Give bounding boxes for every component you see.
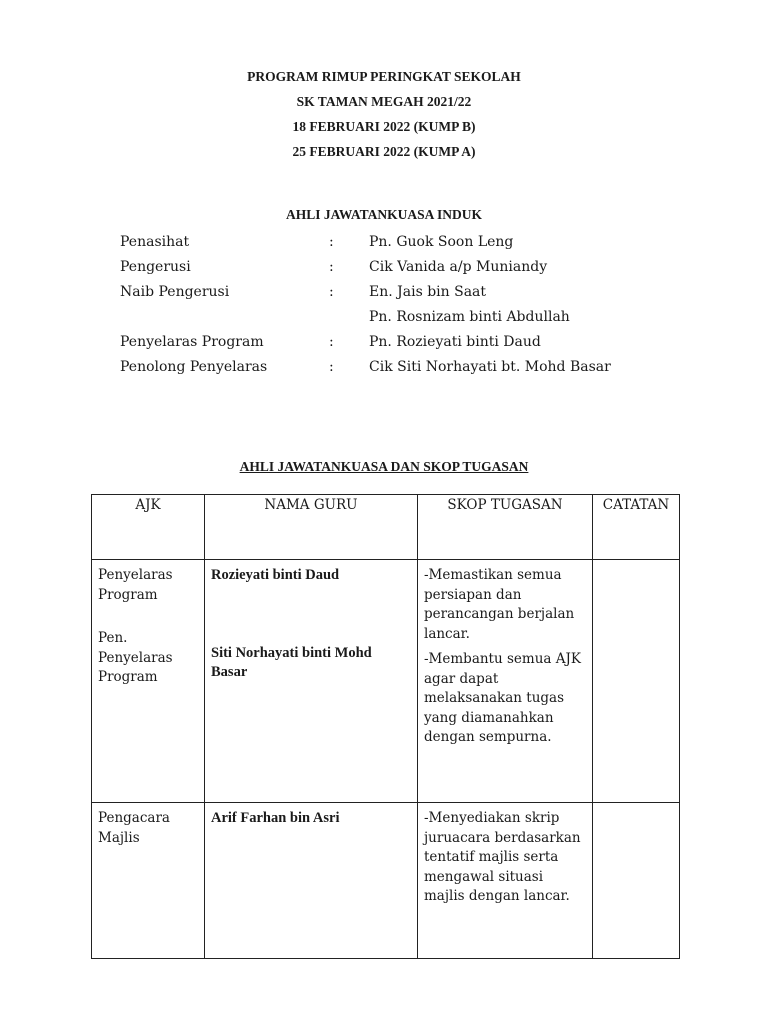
committee-colon: : — [329, 284, 334, 300]
note-cell — [593, 560, 680, 803]
ajk-role: Pen. Penyelaras Program — [98, 630, 173, 685]
teacher-cell — [205, 803, 418, 959]
committee-row — [120, 305, 680, 330]
committee-colon: : — [329, 259, 334, 275]
committee-name: En. Jais bin Saat — [369, 284, 487, 300]
committee-row — [120, 230, 680, 255]
document-title — [0, 64, 768, 164]
committee-colon: : — [329, 234, 334, 250]
table-row — [92, 560, 680, 803]
committee-role: Pengerusi — [120, 259, 191, 275]
committee-role: Penolong Penyelaras — [120, 359, 268, 375]
teacher-name: Rozieyati binti Daud — [211, 567, 340, 583]
committee-list — [120, 230, 680, 380]
title-line: SK TAMAN MEGAH 2021/22 — [296, 94, 472, 109]
title-line: PROGRAM RIMUP PERINGKAT SEKOLAH — [247, 69, 521, 84]
header-ajk: AJK — [92, 495, 205, 560]
committee-name: Pn. Rosnizam binti Abdullah — [369, 309, 570, 325]
duties-heading: AHLI JAWATANKUASA DAN SKOP TUGASAN — [239, 459, 529, 474]
committee-name: Pn. Rozieyati binti Daud — [369, 334, 541, 350]
table-row — [92, 803, 680, 959]
header-catatan: CATATAN — [593, 495, 680, 560]
committee-name: Cik Siti Norhayati bt. Mohd Basar — [369, 359, 611, 375]
duties-table — [91, 494, 680, 959]
header-nama-guru: NAMA GURU — [205, 495, 418, 560]
scope-text: -Menyediakan skrip juruacara berdasarkan tentatif majlis serta mengawal situasi majlis dengan lancar. — [424, 810, 581, 904]
title-line: 18 FEBRUARI 2022 (KUMP B) — [292, 119, 476, 134]
committee-colon: : — [329, 359, 334, 375]
title-line: 25 FEBRUARI 2022 (KUMP A) — [292, 144, 476, 159]
header-skop-tugasan: SKOP TUGASAN — [418, 495, 593, 560]
committee-role: Penasihat — [120, 234, 190, 250]
spacer — [211, 586, 411, 644]
teacher-cell — [205, 560, 418, 803]
teacher-name: Arif Farhan bin Asri — [211, 810, 340, 826]
ajk-cell — [92, 560, 205, 803]
ajk-role: Penyelaras Program — [98, 567, 173, 603]
committee-row — [120, 330, 680, 355]
scope-text: -Memastikan semua persiapan dan perancangan berjalan lancar. — [424, 567, 575, 642]
table-header-row — [92, 495, 680, 560]
scope-cell — [418, 560, 593, 803]
scope-text: -Membantu semua AJK agar dapat melaksanakan tugas yang diamanahkan dengan sempurna. — [424, 651, 581, 745]
ajk-role: Pengacara Majlis — [98, 810, 170, 846]
committee-name: Pn. Guok Soon Leng — [369, 234, 514, 250]
committee-name: Cik Vanida a/p Muniandy — [369, 259, 548, 275]
committee-row — [120, 255, 680, 280]
committee-row — [120, 355, 680, 380]
spacer — [98, 605, 198, 617]
note-cell — [593, 803, 680, 959]
ajk-cell — [92, 803, 205, 959]
committee-heading: AHLI JAWATANKUASA INDUK — [285, 207, 483, 222]
scope-cell — [418, 803, 593, 959]
committee-role: Naib Pengerusi — [120, 284, 230, 300]
committee-role: Penyelaras Program — [120, 334, 264, 350]
teacher-name: Siti Norhayati binti Mohd Basar — [211, 644, 372, 680]
committee-row — [120, 280, 680, 305]
committee-colon: : — [329, 334, 334, 350]
